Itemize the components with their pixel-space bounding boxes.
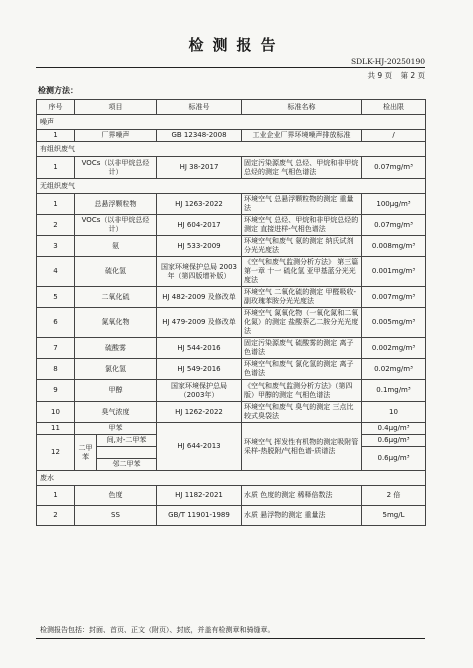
table-row: 1 厂界噪声 GB 12348-2008 工业企业厂界环境噪声排放标准 / — [37, 130, 426, 142]
section-organized-gas: 有组织废气 — [37, 142, 426, 157]
shared-standard-name: 环境空气 挥发性有机物的测定吸附管采样-热脱附/气相色谱-质谱法 — [242, 423, 362, 471]
table-row: 1 总悬浮颗粒物 HJ 1263-2022 环境空气 总悬浮颗粒物的测定 重量法 100μg/m³ — [37, 194, 426, 215]
page-number: 第 2 页 — [400, 71, 425, 80]
table-row: 6 氮氧化物 HJ 479-2009 及修改单 环境空气 氮氧化物（一氧化氮和二氧化氮）的测定 盐酸萘乙二胺分光光度法 0.005mg/m³ — [37, 308, 426, 338]
mp-xylene-label: 间,对-二甲苯 — [97, 435, 157, 447]
page-info — [362, 70, 425, 81]
footer-rule — [36, 638, 425, 639]
table-row: 5 二氧化硫 HJ 482-2009 及修改单 环境空气 二氧化硫的测定 甲醛吸收-副玫瑰苯胺分光光度法 0.007mg/m³ — [37, 287, 426, 308]
table-header-row — [37, 100, 426, 115]
col-index: 序号 — [37, 100, 75, 115]
col-standard-no: 标准号 — [157, 100, 242, 115]
section-label: 检测方法： — [38, 86, 78, 95]
table-row: 1 色度 HJ 1182-2021 水质 色度的测定 稀释倍数法 2 倍 — [37, 486, 426, 506]
table-row: 0.6μg/m³ — [37, 447, 426, 459]
table-row: 9 甲醇 国家环境保护总局 （2003年） 《空气和废气监测分析方法》（第四版）甲醇的测定 气相色谱法 0.1mg/m³ — [37, 380, 426, 402]
o-xylene-label: 邻二甲苯 — [97, 459, 157, 471]
section-unorganized-gas: 无组织废气 — [37, 179, 426, 194]
table-row: 2 VOCs（以非甲烷总烃计） HJ 604-2017 环境空气 总烃、甲烷和非甲烷总烃的测定 直接进样-气相色谱法 0.07mg/m³ — [37, 215, 426, 236]
table-row: 1 VOCs（以非甲烷总烃计） HJ 38-2017 固定污染源废气 总烃、甲烷和非甲烷总烃的测定 气相色谱法 0.07mg/m³ — [37, 157, 426, 179]
table-row: 11 甲苯 HJ 644-2013 环境空气 挥发性有机物的测定吸附管采样-热脱附/气相色谱-质谱法 0.4μg/m³ — [37, 423, 426, 435]
col-item: 项目 — [75, 100, 157, 115]
table-row: 8 氯化氢 HJ 549-2016 环境空气和废气 氯化氢的测定 离子色谱法 0.02mg/m³ — [37, 359, 426, 380]
xylene-label: 二甲苯 — [75, 435, 97, 471]
report-title: 检测报告 — [188, 36, 285, 54]
document-number: SDLK-HJ-20250190 — [351, 57, 425, 66]
shared-standard-no: HJ 644-2013 — [157, 423, 242, 471]
table-row: 10 臭气浓度 HJ 1262-2022 环境空气和废气 臭气的测定 三点比较式臭袋法 10 — [37, 402, 426, 423]
section-wastewater: 废水 — [37, 471, 426, 486]
footer-note: 检测报告包括：封面、首页、正文（附页）、封底，并盖有检测章和骑缝章。 — [40, 626, 275, 634]
table-row: 4 硫化氢 国家环境保护总局 2003年（第四版增补版） 《空气和废气监测分析方法》 第三篇 第一章 十一 硫化氢 亚甲基蓝分光光度法 0.001mg/m³ — [37, 257, 426, 287]
total-pages: 共 9 页 — [367, 71, 393, 80]
section-noise: 噪声 — [37, 115, 426, 130]
table-row: 2 SS GB/T 11901-1989 水质 悬浮物的测定 重量法 5mg/L — [37, 506, 426, 526]
col-standard-name: 标准名称 — [242, 100, 362, 115]
methods-table — [36, 99, 426, 526]
col-detection-limit: 检出限 — [362, 100, 426, 115]
table-row: 7 硫酸雾 HJ 544-2016 固定污染源废气 硫酸雾的测定 离子色谱法 0.002mg/m³ — [37, 338, 426, 359]
table-row: 3 氨 HJ 533-2009 环境空气和废气 氨的测定 纳氏试剂分光光度法 0.008mg/m³ — [37, 236, 426, 257]
table-row: 12 二甲苯 间,对-二甲苯 0.6μg/m³ — [37, 435, 426, 447]
header-rule — [36, 67, 425, 68]
